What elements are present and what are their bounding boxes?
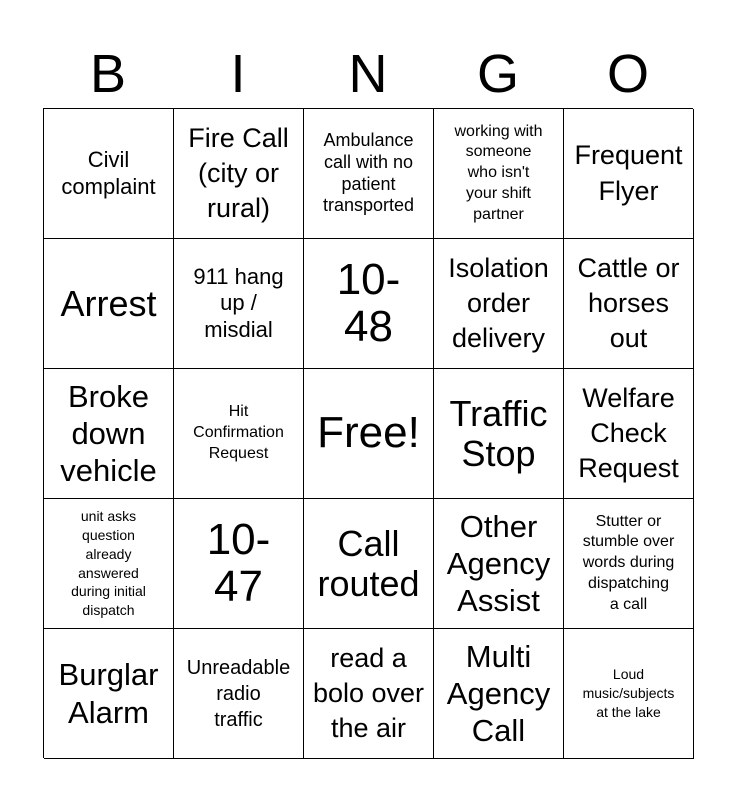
cell-text: Frequent Flyer <box>574 140 683 206</box>
bingo-cell[interactable] <box>564 499 694 629</box>
bingo-cell[interactable] <box>304 629 434 759</box>
cell-text: Other Agency Assist <box>446 508 551 619</box>
bingo-cell[interactable] <box>174 369 304 499</box>
cell-text: 10- 48 <box>336 255 401 351</box>
bingo-cell[interactable] <box>564 109 694 239</box>
bingo-cell[interactable] <box>174 109 304 239</box>
cell-text: Isolation order delivery <box>448 252 549 354</box>
cell-text: Arrest <box>60 282 157 324</box>
free-space-cell[interactable] <box>304 369 434 499</box>
header-letter-b: B <box>89 44 127 104</box>
bingo-cell[interactable] <box>44 629 174 759</box>
header-letter-n: N <box>348 44 388 104</box>
bingo-cell[interactable] <box>174 239 304 369</box>
cell-text: 10- 47 <box>206 515 271 611</box>
bingo-header <box>43 40 693 108</box>
header-letter-g: G <box>476 44 519 104</box>
bingo-cell[interactable] <box>434 109 564 239</box>
bingo-grid <box>43 108 693 758</box>
cell-text: Welfare Check Request <box>578 382 679 484</box>
bingo-cell[interactable] <box>434 629 564 759</box>
header-letter-i: I <box>230 44 246 104</box>
cell-text: Stutter or stumble over words during dispatching a call <box>582 512 675 613</box>
bingo-cell[interactable] <box>174 499 304 629</box>
header-letter-o: O <box>606 44 649 104</box>
bingo-cell[interactable] <box>564 369 694 499</box>
bingo-cell[interactable] <box>434 239 564 369</box>
bingo-cell[interactable] <box>434 369 564 499</box>
cell-text: Burglar Alarm <box>58 657 159 730</box>
cell-text: Unreadable radio traffic <box>186 656 291 731</box>
cell-text: Fire Call (city or rural) <box>188 122 289 224</box>
cell-text: Broke down vehicle <box>60 378 157 489</box>
bingo-cell[interactable] <box>304 239 434 369</box>
cell-text: unit asks question already answered during initial dispatch <box>71 507 146 619</box>
cell-text: Traffic Stop <box>449 392 548 474</box>
cell-text: Call routed <box>317 522 420 604</box>
bingo-cell[interactable] <box>44 499 174 629</box>
cell-text: Hit Confirmation Request <box>193 403 284 462</box>
bingo-cell[interactable] <box>174 629 304 759</box>
bingo-cell[interactable] <box>44 109 174 239</box>
cell-text: 911 hang up / misdial <box>193 263 284 342</box>
bingo-cell[interactable] <box>564 629 694 759</box>
cell-text: working with someone who isn't your shift partner <box>454 122 543 223</box>
cell-text: Loud music/subjects at the lake <box>582 666 675 720</box>
bingo-cell[interactable] <box>44 239 174 369</box>
cell-text: Free! <box>317 408 420 458</box>
cell-text: Multi Agency Call <box>446 638 551 749</box>
cell-text: Civil complaint <box>61 147 156 199</box>
bingo-cell[interactable] <box>304 499 434 629</box>
bingo-cell[interactable] <box>304 109 434 239</box>
bingo-cell[interactable] <box>564 239 694 369</box>
bingo-cell[interactable] <box>434 499 564 629</box>
cell-text: Cattle or horses out <box>577 252 680 354</box>
cell-text: read a bolo over the air <box>312 642 425 744</box>
cell-text: Ambulance call with no patient transported <box>322 130 415 216</box>
bingo-cell[interactable] <box>44 369 174 499</box>
